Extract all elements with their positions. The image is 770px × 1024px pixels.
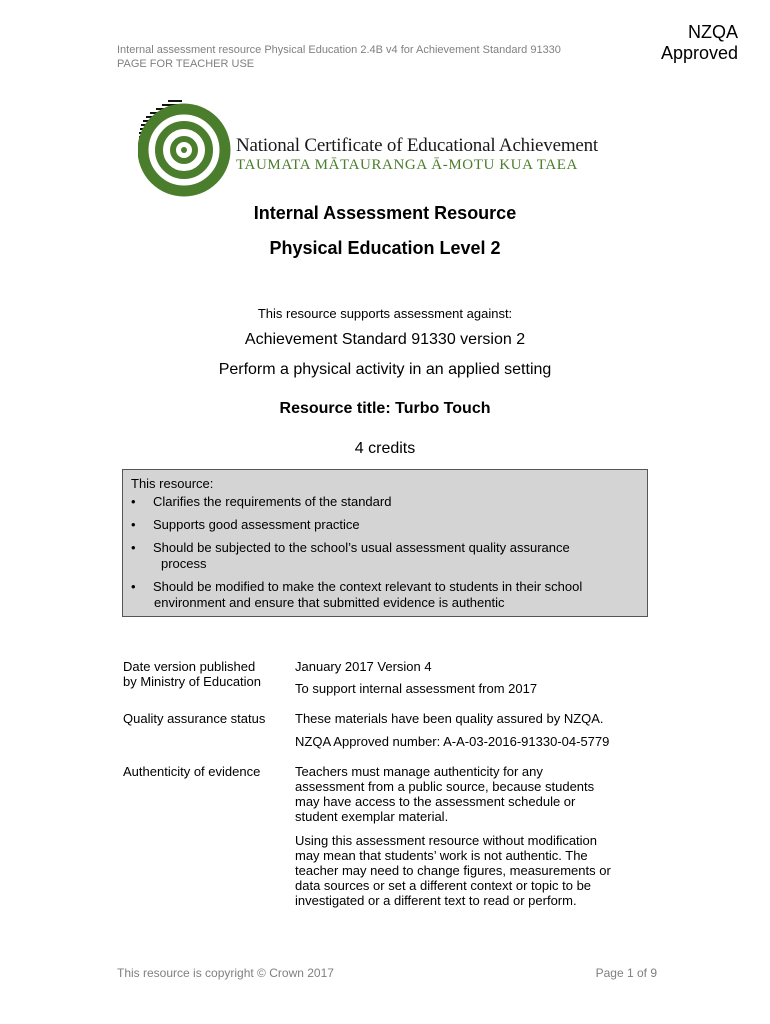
logo-title: National Certificate of Educational Achievement <box>236 135 599 156</box>
logo-subtitle: TAUMATA MĀTAURANGA Ā-MOTU KUA TAEA <box>236 157 578 173</box>
list-item-text: Supports good assessment practice <box>153 517 360 532</box>
list-item <box>131 494 639 510</box>
list-item-text: Should be modified to make the context relevant to students in their school <box>153 579 583 594</box>
bullet-icon: • <box>131 540 136 555</box>
standard-text: Achievement Standard 91330 version 2 <box>244 331 526 348</box>
list-item <box>131 579 639 611</box>
authenticity-paragraph-2: Using this assessment resource without modification may mean that students’ work is not authentic. The teacher may need to change figures, measurements or data sources or set a different context or topic to be investigated or a different text to read or perform. <box>295 833 611 908</box>
date-value-1: January 2017 Version 4 <box>295 659 432 674</box>
qa-label: Quality assurance status <box>123 711 266 726</box>
ncea-logo-icon <box>138 98 238 200</box>
list-item-text: Clarifies the requirements of the standard <box>153 494 392 509</box>
list-item <box>131 540 639 572</box>
nzqa-badge-line-2: Approved <box>660 43 738 63</box>
resource-box-list <box>131 494 639 611</box>
standard-title: Perform a physical activity in an applied setting <box>218 361 552 378</box>
bullet-icon: • <box>131 517 136 532</box>
authenticity-label: Authenticity of evidence <box>123 764 261 779</box>
authenticity-paragraph-1: Teachers must manage authenticity for any assessment from a public source, because students may have access to the assessment schedule or student exemplar material. <box>295 764 595 824</box>
date-label: Date version published by Ministry of Education <box>123 659 262 689</box>
header-line-1: Internal assessment resource Physical Education 2.4B v4 for Achievement Standard 91330 <box>117 44 561 56</box>
supports-text: This resource supports assessment against: <box>257 306 513 321</box>
nzqa-badge-line-1: NZQA <box>687 22 738 42</box>
footer-copyright: This resource is copyright © Crown 2017 <box>117 966 334 980</box>
date-value-2: To support internal assessment from 2017 <box>295 681 538 696</box>
bullet-icon: • <box>131 579 136 594</box>
resource-title: Resource title: Turbo Touch <box>279 400 491 417</box>
list-item-text-cont: process <box>161 556 207 571</box>
list-item-text: Should be subjected to the school’s usual assessment quality assurance <box>153 540 570 555</box>
resource-box-heading: This resource: <box>131 476 214 491</box>
bullet-icon: • <box>131 494 136 509</box>
qa-value-1: These materials have been quality assured by NZQA. <box>295 711 604 726</box>
page-subtitle: Physical Education Level 2 <box>269 238 501 258</box>
list-item-text-cont: environment and ensure that submitted evidence is authentic <box>154 595 505 610</box>
credits: 4 credits <box>354 440 416 457</box>
resource-box <box>122 469 648 617</box>
header-line-2: PAGE FOR TEACHER USE <box>117 58 255 70</box>
page-title: Internal Assessment Resource <box>253 203 517 223</box>
list-item <box>131 517 639 533</box>
qa-value-2: NZQA Approved number: A-A-03-2016-91330-04-5779 <box>295 734 610 749</box>
footer-page-number: Page 1 of 9 <box>595 966 657 980</box>
nzqa-badge <box>640 22 738 64</box>
